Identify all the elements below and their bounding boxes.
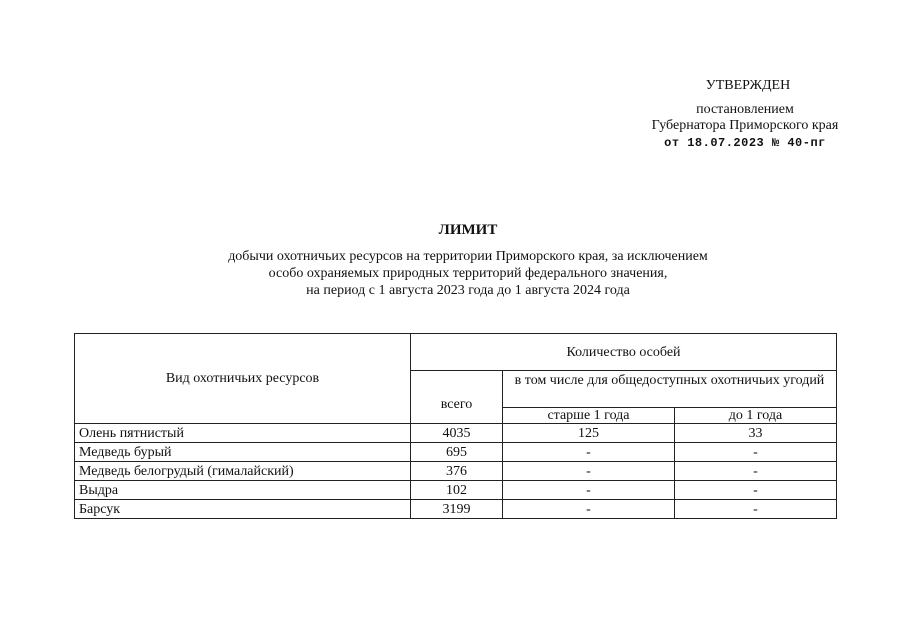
row-total: 102 [411,481,503,500]
subtitle-line: особо охраняемых природных территорий федерального значения, [268,266,668,281]
row-older: - [503,500,675,519]
row-total: 4035 [411,424,503,443]
approval-heading: УТВЕРЖДЕН [705,78,791,93]
header-older: старше 1 года [503,408,675,424]
row-older: - [503,462,675,481]
row-younger: - [675,500,837,519]
document-title: ЛИМИТ [438,222,498,238]
document-subtitle [0,248,906,299]
table-row [75,462,837,481]
row-total: 695 [411,443,503,462]
header-quantity: Количество особей [411,334,837,371]
approval-block [600,78,890,151]
table-row [75,500,837,519]
subtitle-line: добычи охотничьих ресурсов на территории Приморского края, за исключением [228,249,708,264]
header-kind: Вид охотничьих ресурсов [75,334,411,424]
table-row [75,424,837,443]
approval-line-2: Губернатора Приморского края [651,118,839,133]
row-older: - [503,443,675,462]
row-name: Олень пятнистый [75,424,411,443]
row-younger: - [675,481,837,500]
header-total: всего [411,371,503,424]
row-older: 125 [503,424,675,443]
table-row [75,481,837,500]
row-name: Барсук [75,500,411,519]
row-total: 376 [411,462,503,481]
row-younger: - [675,443,837,462]
row-younger: 33 [675,424,837,443]
approval-line-1: постановлением [696,102,794,117]
header-including: в том числе для общедоступных охотничьих угодий [503,371,837,408]
approval-stamp: от 18.07.2023 № 40-пг [664,136,826,150]
row-name: Медведь бурый [75,443,411,462]
row-name: Выдра [75,481,411,500]
row-younger: - [675,462,837,481]
table-row [75,443,837,462]
limits-table [74,333,837,519]
row-older: - [503,481,675,500]
row-total: 3199 [411,500,503,519]
header-younger: до 1 года [675,408,837,424]
row-name: Медведь белогрудый (гималайский) [75,462,411,481]
subtitle-line: на период с 1 августа 2023 года до 1 августа 2024 года [306,283,630,298]
